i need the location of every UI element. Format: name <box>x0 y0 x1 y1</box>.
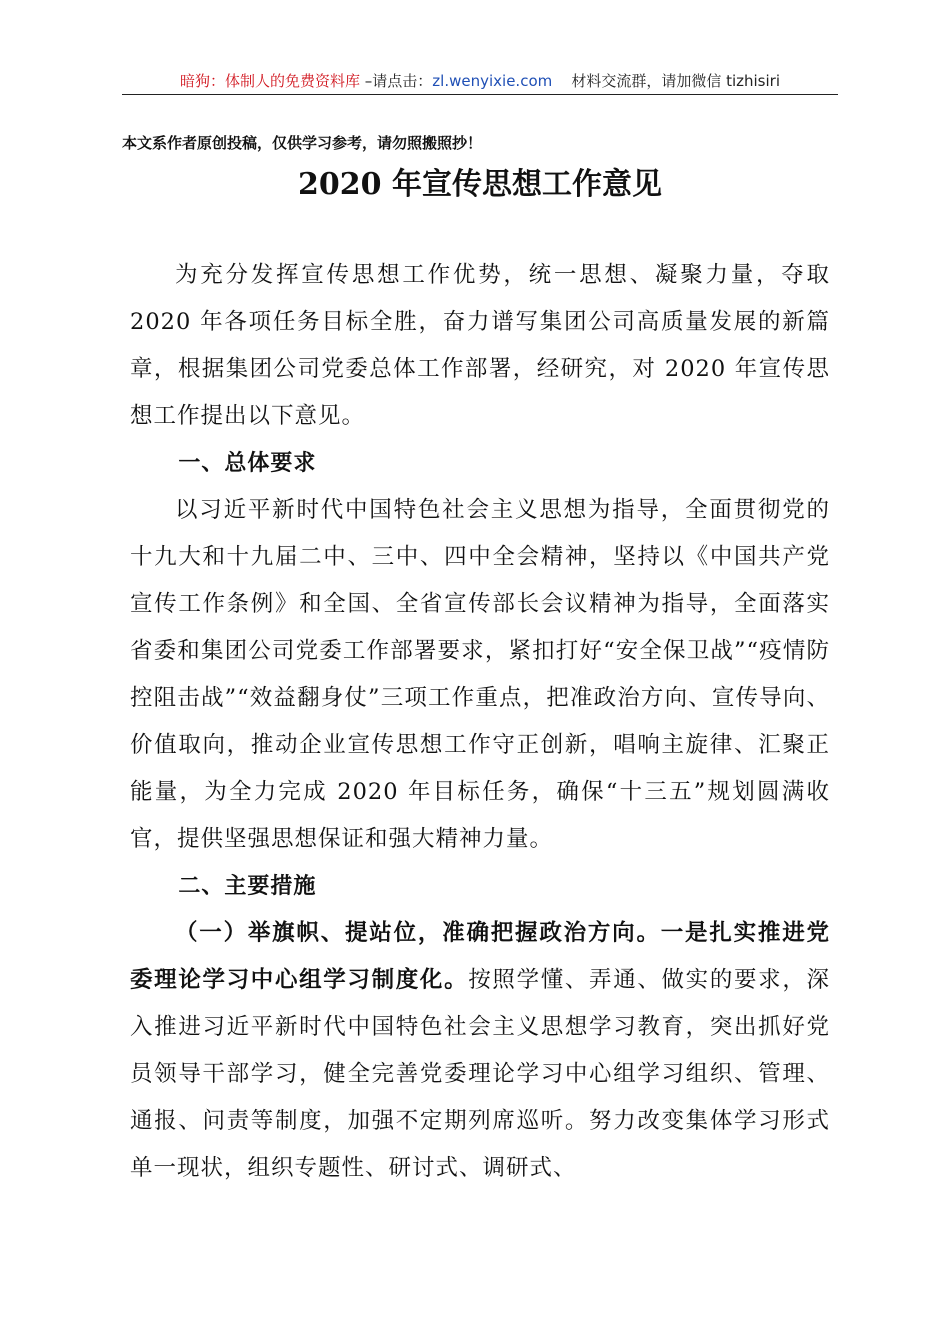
measure-item-1-lead: （一）举旗帜、提站位，准确把握政治方向。一是扎实推进党委理论学习中心组学习制度化。 <box>130 920 830 993</box>
section-heading-main-measures: 二、主要措施 <box>178 874 317 899</box>
intro-paragraph: 为充分发挥宣传思想工作优势，统一思想、凝聚力量，夺取 2020 年各项任务目标全胜，奋力谱写集团公司高质量发展的新篇章，根据集团公司党委总体工作部署，经研究，对 2020 年宣传思想工作提出以下意见。 <box>130 262 830 429</box>
document-body <box>130 252 830 1192</box>
header-wechat: 材料交流群，请加微信 tizhisiri <box>571 72 780 90</box>
measure-item-1-paragraph <box>130 910 830 1192</box>
page-header <box>122 70 838 95</box>
general-requirements-paragraph: 以习近平新时代中国特色社会主义思想为指导，全面贯彻党的十九大和十九届二中、三中、四中全会精神，坚持以《中国共产党宣传工作条例》和全国、全省宣传部长会议精神为指导，全面落实省委和集团公司党委工作部署要求，紧扣打好“安全保卫战”“疫情防控阻击战”“效益翻身仗”三项工作重点，把准政治方向、宣传导向、价值取向，推动企业宣传思想工作守正创新，唱响主旋律、汇聚正能量，为全力完成 2020 年目标任务，确保“十三五”规划圆满收官，提供坚强思想保证和强大精神力量。 <box>130 497 830 852</box>
header-brand: 暗狗：体制人的免费资料库 <box>180 72 361 90</box>
copyright-notice: 本文系作者原创投稿，仅供学习参考，请勿照搬照抄！ <box>122 134 483 152</box>
document-title: 2020 年宣传思想工作意见 <box>298 167 662 202</box>
header-url-link[interactable]: zl.wenyixie.com <box>432 72 553 90</box>
header-prompt: –请点击： <box>360 72 433 90</box>
measure-item-1-text: 按照学懂、弄通、做实的要求，深入推进习近平新时代中国特色社会主义思想学习教育，突出抓好党员领导干部学习，健全完善党委理论学习中心组学习组织、管理、通报、问责等制度，加强不定期列席巡听。努力改变集体学习形式单一现状，组织专题性、研讨式、调研式、 <box>130 967 830 1181</box>
section-heading-general-requirements: 一、总体要求 <box>178 451 317 476</box>
